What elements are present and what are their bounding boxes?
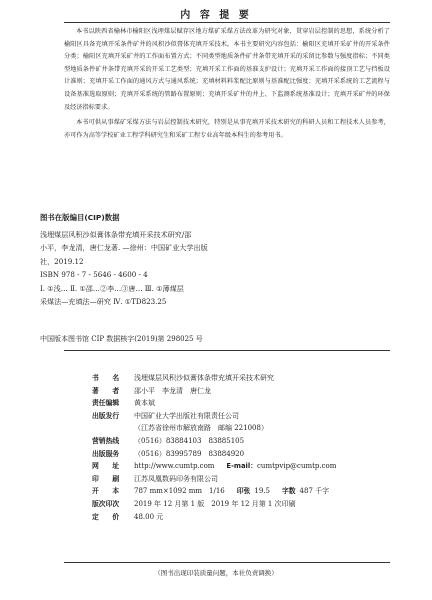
- authors: 邵小平 李龙清 唐仁龙: [134, 386, 211, 395]
- summary-heading: 内 容 提 要: [180, 10, 252, 21]
- row-price: 定 价 48.00 元: [92, 511, 336, 524]
- cip-title: 图书在版编目(CIP)数据: [40, 213, 120, 222]
- word-count: 487 千字: [299, 487, 330, 496]
- row-printer: 印 刷 江苏凤凰数码印务有限公司: [92, 473, 336, 486]
- row-title: 书 名 浅埋煤层风积沙似膏体条带充填开采技术研究: [92, 372, 336, 385]
- cip-line-5: Ⅰ. ①浅… Ⅱ. ①邵…②李…③唐… Ⅲ. ①薄煤层: [40, 283, 184, 293]
- book-title: 浅埋煤层风积沙似膏体条带充填开采技术研究: [134, 374, 274, 382]
- format: 787 mm×1092 mm 1/16: [134, 487, 225, 496]
- row-phone-sales: 营销热线 （0516）83884103 83885105: [92, 435, 336, 448]
- row-publisher: 出版发行 中国矿业大学出版社有限责任公司: [92, 410, 336, 423]
- row-author: 著 者 邵小平 李龙清 唐仁龙: [92, 385, 336, 398]
- row-editor: 责任编辑 黄本斌: [92, 397, 336, 410]
- cip-line-3: 社，2019.12: [40, 256, 84, 266]
- row-web: 网 址 http://www.cumtp.com E-mail： cumtpvip@cumtp.com: [92, 460, 336, 473]
- row-phone-service: 出版服务 （0516）83995789 83884920: [92, 448, 336, 461]
- edition: 2019 年 12 月第 1 版 2019 年 12 月第 1 次印刷: [134, 499, 296, 508]
- bottom-rule: [64, 562, 390, 563]
- quality-notice: （图书出现印装质量问题，本社负责调换）: [154, 569, 278, 577]
- summary-text: [64, 26, 390, 142]
- cip-line-6: 采煤法—充填法—研究 Ⅳ. ①TD823.25: [40, 297, 167, 307]
- top-rule: [64, 22, 390, 23]
- publisher-address: （江苏省徐州市解放南路 邮编 221008）: [134, 424, 268, 433]
- sheets: 19.5: [254, 487, 270, 496]
- publisher: 中国矿业大学出版社有限责任公司: [134, 411, 239, 420]
- cip-line-2: 小平，李龙清，唐仁龙著. —徐州：中国矿业大学出版: [40, 243, 208, 253]
- cip-line-1: 浅埋煤层风积沙似膏体条带充填开采技术研究/邵: [40, 230, 192, 239]
- sales-phone: （0516）83884103 83885105: [134, 436, 245, 445]
- middle-rule: [64, 350, 390, 351]
- website: http://www.cumtp.com: [134, 462, 215, 471]
- email: cumtpvip@cumtp.com: [257, 462, 337, 471]
- summary-paragraph-2: 本书可供从事煤矿采煤方法与岩层控制技术研究，特别是从事充填开采技术研究的科研人员和工程技术人员参考，亦可作为高等学校矿业工程学科研究生和采矿工程专业高年级本科生的参考用书。: [64, 119, 390, 139]
- printer: 江苏凤凰数码印务有限公司: [134, 474, 218, 483]
- cip-line-4: ISBN 978 - 7 - 5646 - 4600 - 4: [40, 270, 148, 280]
- service-phone: （0516）83995789 83884920: [134, 449, 245, 458]
- editor: 黄本斌: [134, 399, 155, 408]
- cip-number: 中国版本图书馆 CIP 数据核字(2019)第 298025 号: [40, 335, 203, 343]
- price: 48.00 元: [134, 512, 164, 521]
- cip-record: [40, 228, 260, 308]
- summary-paragraph-1: 本书以陕西省榆林市榆阳区浅埋煤层赋存区地方煤矿采煤方法改革为研究对象，贯穿岩层控制的思想，系统分析了榆阳区具备充填开采条件矿井的风积沙似膏体充填开采技术。本书主要研究内容包括：榆阳区充填开采矿井的开采条件分类；榆阳区充填开采矿井的工作面布置方式；不同类型地质条件矿井条带充填开采的采留比参数与强度指标；不同类型地质条件矿井条带充填开采的开采工艺类型；充填开采工作面的基准支护设计；充填开采工作面的接顶工艺与挡板设计准则；充填开采工作面的通风方式与通风系统；充填材料料浆配比原则与基准配比强度；充填开采系统的工艺流程与设备基准选取原则；充填开采系统的管路布置原则；充填开采矿井的井上、下监测系统基准设计；充填开采矿井的环保及经济指标要求。: [64, 28, 390, 111]
- row-address: [92, 422, 336, 435]
- row-format: 开 本 787 mm×1092 mm 1/16 印张 19.5 字数 487 千字: [92, 485, 336, 498]
- row-edition: 版次印次 2019 年 12 月第 1 版 2019 年 12 月第 1 次印刷: [92, 498, 336, 511]
- publication-info: [92, 372, 336, 523]
